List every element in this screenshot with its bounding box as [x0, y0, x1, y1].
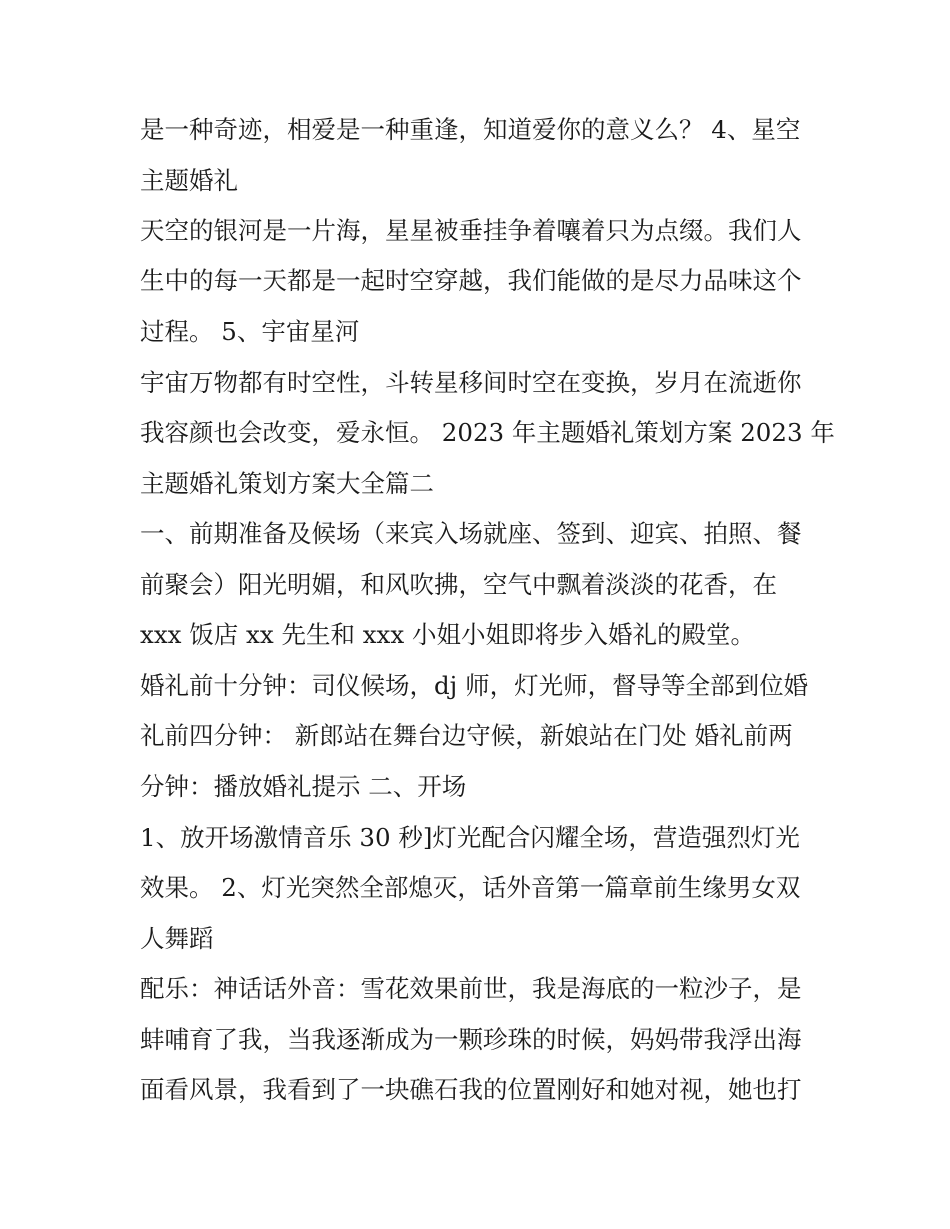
text-line: 过程。 5、宇宙星河: [140, 317, 360, 346]
text-line: 婚礼前十分钟：司仪候场，dj 师，灯光师，督导等全部到位婚: [140, 671, 809, 700]
text-line: 人舞蹈: [140, 924, 214, 953]
text-line: 蚌哺育了我，当我逐渐成为一颗珍珠的时候，妈妈带我浮出海: [140, 1025, 802, 1054]
text-line: 前聚会）阳光明媚，和风吹拂，空气中飘着淡淡的花香，在: [140, 570, 777, 599]
text-line: 面看风景，我看到了一块礁石我的位置刚好和她对视，她也打: [140, 1075, 802, 1104]
text-line: 天空的银河是一片海，星星被垂挂争着嚷着只为点缀。我们人: [140, 216, 802, 245]
text-line: 是一种奇迹，相爱是一种重逢，知道爱你的意义么？ 4、星空: [140, 115, 801, 144]
text-line: 一、前期准备及候场（来宾入场就座、签到、迎宾、拍照、餐: [140, 519, 802, 548]
text-line: 我容颜也会改变，爱永恒。 2023 年主题婚礼策划方案 2023 年: [140, 418, 835, 447]
text-line: 宇宙万物都有时空性，斗转星移间时空在变换，岁月在流逝你: [140, 368, 802, 397]
text-line: 主题婚礼策划方案大全篇二: [140, 469, 434, 498]
text-line: 主题婚礼: [140, 166, 238, 195]
text-line: 1、放开场激情音乐 30 秒]灯光配合闪耀全场，营造强烈灯光: [140, 823, 800, 852]
text-line: xxx 饭店 xx 先生和 xxx 小姐小姐即将步入婚礼的殿堂。: [140, 620, 755, 649]
text-line: 分钟：播放婚礼提示 二、开场: [140, 772, 467, 801]
text-line: 配乐：神话话外音：雪花效果前世，我是海底的一粒沙子，是: [140, 974, 802, 1003]
text-line: 效果。 2、灯光突然全部熄灭，话外音第一篇章前生缘男女双: [140, 873, 801, 902]
text-line: 生中的每一天都是一起时空穿越，我们能做的是尽力品味这个: [140, 266, 802, 295]
text-line: 礼前四分钟： 新郎站在舞台边守候，新娘站在门处 婚礼前两: [140, 721, 793, 750]
